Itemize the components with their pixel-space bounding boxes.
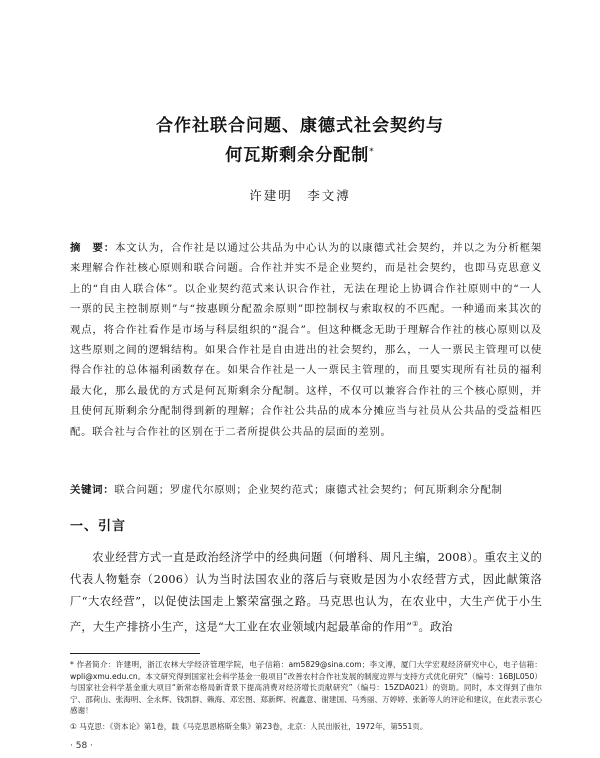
body-text: 农业经营方式一直是政治经济学中的经典问题（何增科、周凡主编，2008）。重农主义的代表人物魁奈（2006）认为当时法国农业的落后与衰败是因为小农经营方式，因此献策洛厂“大农经营”，以促使法国走上繁荣富强之路。马克思也认为，在农业中，大生产优于小生产，大生产排挤小生产，这是“大工业在农业领域内起最革命的作用”: [70, 551, 542, 634]
body-paragraph: [70, 547, 542, 639]
keywords-label: 关键词：: [70, 484, 115, 496]
footnote-citation: ① 马克思：《资本论》第1卷，载《马克思恩格斯全集》第23卷，北京：人民出版社，1972年，第551页。: [70, 722, 428, 731]
keywords: [70, 480, 542, 500]
body-text-tail: 。政治: [418, 620, 453, 634]
abstract-text: 本文认为，合作社是以通过公共品为中心认为的以康德式社会契约，并以之为分析框架来理解合作社核心原则和联合问题。合作社并实不是企业契约，而是社会契约，也即马克思意义上的“自由人联合体”。以企业契约范式来认识合作社，无法在理论上协调合作社原则中的“一人一票的民主控制原则”与“按惠顾分配盈余原则”即控制权与索取权的不匹配。一种通而来其次的观点，将合作社看作是市场与科层组织的“混合”。但这种概念无助于理解合作社的核心原则以及这些原则之间的逻辑结构。如果合作社是自由进出的社会契约，那么，一人一票民主管理可以使得合作社的总体福利函数存在。如果合作社是一人一票民主管理的，而且要实现所有社员的福利最大化，那么最优的方式是何瓦斯剩余分配制。这样，不仅可以兼容合作社的三个核心原则，并且使何瓦斯剩余分配制得到新的理解；合作社公共品的成本分摊应当与社员从公共品的受益相匹配。联合社与合作社的区别在于二者所提供公共品的层面的差别。: [70, 242, 542, 438]
footnote-ref: ①: [412, 620, 419, 628]
article-title-text: 何瓦斯剩余分配制: [225, 145, 370, 166]
section-heading: 一、引言: [70, 519, 127, 534]
article-title-line2: [0, 140, 600, 168]
keywords-text: 联合问题；罗虚代尔原则；企业契约范式；康德式社会契约；何瓦斯剩余分配制: [114, 484, 503, 496]
authors: 许建明 李文溥: [249, 188, 351, 203]
title-footnote-mark: *: [369, 147, 375, 157]
footnote-author-info: * 作者简介：许建明，浙江农林大学经济管理学院，电子信箱：am5829@sina.com；李文溥，厦门大学宏观经济研究中心，电子信箱：wpli@xmu.edu.cn。本文研究得到国家社会科学基金一般项目“改善农村合作社发展的制度边界与支持方式优化研究”（编号：16BJL050）与国家社会科学基金重大项目“新常态格局新背景下提高消费对经济增长贡献研究”（编号：15ZDA021）的资助。同时，本文得到了曲尔宁、邵荷山、张海明、全永辉、钱凯群、赖海、邓宏图、郑新辉、祝鑫意、谢建国、马秀丽、万婷婷、张新等人的评论和建议，在此表示衷心感谢！: [70, 660, 542, 716]
footnote-divider: [70, 653, 200, 654]
page-number: · 58 ·: [70, 741, 93, 751]
article-title-line1: 合作社联合问题、康德式社会契约与: [156, 116, 444, 136]
abstract: [70, 238, 542, 442]
abstract-label: 摘 要：: [70, 242, 115, 254]
